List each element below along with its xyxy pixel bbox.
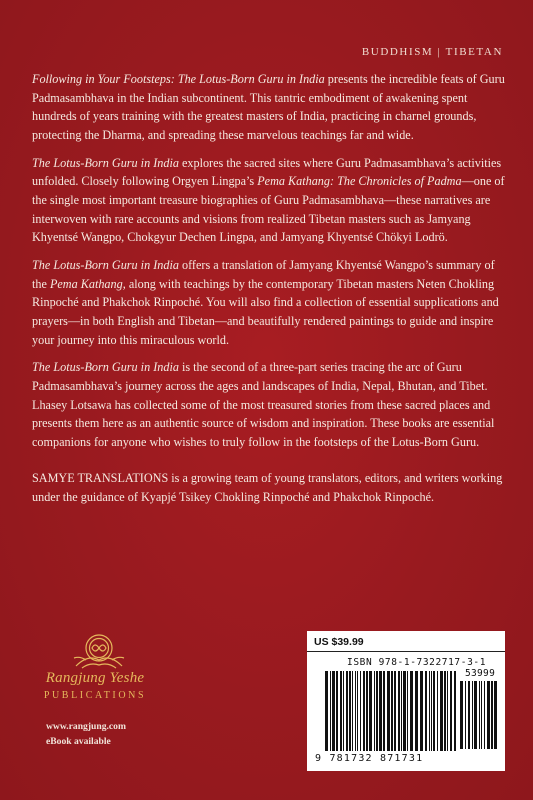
barcode-bar: [454, 671, 456, 751]
barcode-bar: [433, 671, 435, 751]
barcode-bar: [352, 671, 353, 751]
barcode-bar: [481, 681, 482, 749]
lotus-emblem-icon: [28, 630, 170, 672]
barcode-bar: [330, 671, 331, 751]
back-cover-copy: [32, 70, 506, 516]
price-addon-code: 53999: [465, 668, 496, 679]
barcode-bar: [401, 671, 402, 751]
barcode-bar: [355, 671, 356, 751]
barcode-bar: [349, 671, 351, 751]
publisher-website: www.rangjung.com: [46, 721, 126, 732]
barcode-bar: [420, 671, 423, 751]
category-label: BUDDHISM | TIBETAN: [361, 46, 503, 58]
description-paragraph-3: The Lotus-Born Guru in India offers a translation of Jamyang Khyentsé Wangpo’s summary of the Pema Kathang, along with teachings by the contemporary Tibetan masters Neten Chokling Rinpoché and Phakchok Rinpoché. You will also find a collection of essential supplications and prayers—in both English and Tibetan—and beautifully rendered paintings to guide and inspire your journey into this miraculous world.: [32, 258, 499, 347]
barcode-bar: [336, 671, 338, 751]
barcode-bar: [376, 671, 378, 751]
isbn-text: ISBN 978-1-7322717-3-1: [347, 657, 487, 668]
barcode-bar: [398, 671, 400, 751]
barcode-bar: [357, 671, 358, 751]
barcode-bar: [465, 681, 466, 749]
barcode-bar: [403, 671, 406, 751]
publisher-imprint: PUBLICATIONS: [43, 690, 147, 701]
barcode-bar: [383, 671, 385, 751]
barcode-bar: [346, 671, 348, 751]
barcode-bar: [369, 671, 372, 751]
barcode-bar: [360, 671, 361, 751]
barcode-bar: [431, 671, 432, 751]
barcode-bar: [387, 671, 390, 751]
barcode-bar: [394, 671, 396, 751]
source-title-italic: Pema Kathang: [49, 276, 123, 291]
barcode-bar: [450, 671, 452, 751]
barcode-bar: [374, 671, 375, 751]
barcode-panel: [307, 631, 505, 771]
barcode-bar: [363, 671, 365, 751]
barcode-bar: [494, 681, 497, 749]
description-paragraph-4: The Lotus-Born Guru in India is the second of a three-part series tracing the arc of Guru Padmasambhava’s journey across the ages and landscapes of India, Nepal, Bhutan, and Tibet. Lhasey Lotsawa has collected some of the most treasured stories from these sacred places and presents them here as an authentic source of wisdom and inspiration. These books are essential companions for anyone who wishes to truly follow in the footsteps of the Lotus-Born Guru.: [32, 360, 495, 449]
book-title-italic: Following in Your Footsteps: The Lotus-Born Guru in India: [32, 72, 325, 86]
description-paragraph-1: Following in Your Footsteps: The Lotus-Born Guru in India presents the incredible feats of Guru Padmasambhava in the Indian subcontinent. This tantric embodiment of awakening spent hundreds of years training with the greatest masters of India, practicing in charnel grounds, protecting the Dharma, and spreading these marvelous teachings far and wide.: [32, 72, 505, 142]
barcode-bar: [474, 681, 477, 749]
ean-digits: 9 781732 871731: [315, 753, 424, 764]
addon-barcode: [460, 681, 500, 751]
ean-barcode: [325, 671, 457, 753]
price-label: US $39.99: [314, 636, 364, 648]
barcode-bar: [484, 681, 485, 749]
publisher-info: [46, 719, 126, 749]
barcode-bar: [343, 671, 344, 751]
barcode-bar: [440, 671, 443, 751]
barcode-bar: [407, 671, 408, 751]
barcode-bar: [491, 681, 493, 749]
barcode-bar: [437, 671, 438, 751]
barcode-bar: [444, 671, 446, 751]
barcode-bar: [429, 671, 430, 751]
barcode-bar: [379, 671, 382, 751]
barcode-bar: [340, 671, 342, 751]
barcode-bar: [332, 671, 335, 751]
book-title-italic: The Lotus-Born Guru in India: [32, 258, 179, 273]
barcode-bar: [487, 681, 490, 749]
barcode-bar: [391, 671, 393, 751]
barcode-bar: [425, 671, 427, 751]
barcode-bar: [479, 681, 480, 749]
ebook-note: eBook available: [46, 736, 111, 747]
barcode-bar: [325, 671, 328, 751]
book-title-italic: The Lotus-Born Guru in India: [32, 360, 179, 375]
barcode-bar: [460, 681, 463, 749]
barcode-bar: [447, 671, 448, 751]
barcode-bar: [410, 671, 413, 751]
publisher-name: Rangjung Yeshe: [45, 670, 145, 686]
barcode-bar: [415, 671, 418, 751]
source-title-italic: Pema Kathang: The Chronicles of Padma: [257, 174, 462, 189]
book-title-italic: The Lotus-Born Guru in India: [32, 155, 179, 170]
price-divider: [307, 651, 505, 652]
barcode-bar: [472, 681, 473, 749]
description-paragraph-2: The Lotus-Born Guru in India explores the sacred sites where Guru Padmasambhava’s activities unfolded. Closely following Orgyen Lingpa’s Pema Kathang: The Chronicles of Padma—one of the single most important treasure biographies of Guru Padmasambhava—these narratives are interwoven with rare accounts and visions from realized Tibetan masters such as Jamyang Khyentsé Wangpo, Chokgyur Dechen Lingpa, and Jamyang Khyentsé Chökyi Lodrö.: [32, 155, 505, 245]
barcode-bar: [468, 681, 470, 749]
translator-note: SAMYE TRANSLATIONS is a growing team of young translators, editors, and writers working under the guidance of Kyapjé Tsikey Chokling Rinpoché and Phakchok Rinpoché.: [32, 471, 503, 505]
barcode-bar: [366, 671, 368, 751]
